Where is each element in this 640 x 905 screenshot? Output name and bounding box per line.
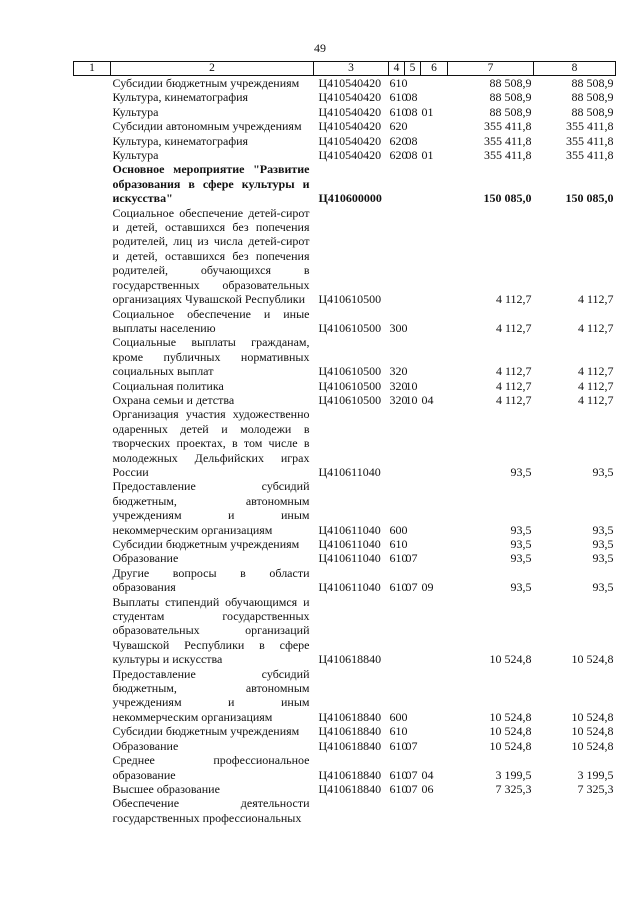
cell-col5 <box>405 796 421 825</box>
cell-col7: 4 112,7 <box>495 320 532 335</box>
cell-col8: 4 112,7 <box>577 364 614 379</box>
cell-col8: 88 508,9 <box>571 90 614 105</box>
cell-code: Ц410618840 <box>318 724 382 739</box>
cell-col6 <box>421 479 448 537</box>
table-body <box>74 76 616 826</box>
cell-col4: 610 <box>389 724 408 739</box>
cell-col8: 93,5 <box>592 537 614 551</box>
cell-col8: 3 199,5 <box>577 767 614 782</box>
cell-name: Другие вопросы в области образования <box>112 565 310 595</box>
cell-col1 <box>74 796 111 825</box>
cell-col1 <box>74 566 111 595</box>
cell-col4: 610 <box>389 104 408 119</box>
cell-name: Образование <box>112 551 179 566</box>
table-row <box>74 76 616 91</box>
cell-name: Среднее профессиональное образование <box>112 753 310 782</box>
column-header: 2 <box>111 62 314 76</box>
cell-name: Выплаты стипендий обучающимся и студентам государственных образовательных организаций Чувашской Республики в сфере культуры и искусства <box>112 594 310 667</box>
table-row <box>74 782 616 796</box>
cell-col4: 300 <box>389 320 408 335</box>
cell-col7: 88 508,9 <box>489 104 532 119</box>
table-row <box>74 335 616 378</box>
cell-col7: 88 508,9 <box>489 76 532 90</box>
cell-col6 <box>421 90 448 104</box>
cell-name: Образование <box>112 738 179 753</box>
cell-col4: 620 <box>389 133 408 148</box>
cell-col8: 88 508,9 <box>571 104 614 119</box>
table-row <box>74 537 616 551</box>
cell-col8 <box>534 796 616 825</box>
cell-col6: 04 <box>421 767 434 782</box>
cell-name: Культура, кинематография <box>112 133 249 148</box>
cell-col6: 01 <box>421 104 434 119</box>
cell-col1 <box>74 407 111 479</box>
cell-col8: 355 411,8 <box>565 148 614 163</box>
cell-col5: 07 <box>405 738 418 753</box>
cell-col5: 08 <box>405 148 418 163</box>
cell-code: Ц410611040 <box>318 551 381 566</box>
cell-col7: 3 199,5 <box>495 767 532 782</box>
cell-col6: 06 <box>421 781 434 796</box>
cell-code: Ц410610500 <box>318 292 382 307</box>
cell-code: Ц410618840 <box>318 781 382 796</box>
cell-code: Ц410610500 <box>318 378 382 393</box>
cell-col6 <box>421 739 448 753</box>
cell-col7: 150 085,0 <box>483 191 532 206</box>
cell-col7: 93,5 <box>510 580 532 595</box>
cell-col1 <box>74 105 111 119</box>
cell-col8: 150 085,0 <box>565 191 614 206</box>
cell-name: Субсидии бюджетным учреждениям <box>112 537 300 551</box>
cell-col7: 7 325,3 <box>495 781 532 796</box>
cell-col1 <box>74 537 111 551</box>
cell-name: Культура, кинематография <box>112 90 249 105</box>
column-header: 1 <box>74 62 111 76</box>
cell-col8: 93,5 <box>592 551 614 566</box>
cell-col5 <box>405 407 421 479</box>
cell-col4 <box>389 206 405 307</box>
cell-col8: 4 112,7 <box>577 320 614 335</box>
cell-col1 <box>74 753 111 782</box>
cell-code: Ц410610500 <box>318 364 382 379</box>
cell-col4: 610 <box>389 537 408 551</box>
table-row <box>74 134 616 148</box>
table-row <box>74 162 616 205</box>
cell-col6 <box>421 724 448 738</box>
cell-code: Ц410540420 <box>318 76 382 90</box>
cell-col6 <box>421 307 448 336</box>
cell-col8: 10 524,8 <box>571 709 614 724</box>
cell-code: Ц410610500 <box>318 392 382 407</box>
cell-col5: 08 <box>405 90 418 105</box>
cell-code: Ц410540420 <box>318 133 382 148</box>
header-row <box>74 62 616 76</box>
cell-col1 <box>74 551 111 565</box>
cell-col6: 09 <box>421 580 434 595</box>
cell-code: Ц410600000 <box>318 191 382 206</box>
cell-col4: 600 <box>389 709 408 724</box>
cell-col6 <box>421 134 448 148</box>
cell-code: Ц410611040 <box>318 464 381 479</box>
cell-col7: 4 112,7 <box>495 292 532 307</box>
cell-col7: 4 112,7 <box>495 364 532 379</box>
cell-col6 <box>421 595 448 667</box>
cell-name: Культура <box>112 148 159 163</box>
cell-col7: 4 112,7 <box>495 378 532 393</box>
cell-col7: 355 411,8 <box>483 119 532 134</box>
table-row <box>74 739 616 753</box>
cell-col8: 4 112,7 <box>577 392 614 407</box>
cell-col8: 355 411,8 <box>565 133 614 148</box>
table-row <box>74 796 616 825</box>
cell-col5: 08 <box>405 104 418 119</box>
cell-col7 <box>448 796 534 825</box>
cell-col4: 320 <box>389 364 408 379</box>
cell-col6: 04 <box>421 392 434 407</box>
column-header: 7 <box>448 62 534 76</box>
cell-col7: 355 411,8 <box>483 148 532 163</box>
cell-code: Ц410610500 <box>318 320 382 335</box>
cell-col1 <box>74 134 111 148</box>
cell-col7: 93,5 <box>510 551 532 566</box>
cell-name: Организация участия художественно одаренных детей и молодежи в творческих проектах, в том числе в молодежных Дельфийских играх России <box>112 407 310 479</box>
cell-col1 <box>74 393 111 407</box>
cell-col6: 01 <box>421 148 434 163</box>
cell-col1 <box>74 119 111 133</box>
cell-col4 <box>389 407 405 479</box>
table-row <box>74 148 616 162</box>
cell-col8: 4 112,7 <box>577 292 614 307</box>
cell-col5: 08 <box>405 133 418 148</box>
cell-col5: 10 <box>405 392 418 407</box>
table-row <box>74 105 616 119</box>
column-header: 3 <box>314 62 389 76</box>
cell-col7: 93,5 <box>510 522 532 537</box>
page-number: 49 <box>314 41 326 55</box>
cell-code: Ц410540420 <box>318 90 382 105</box>
cell-col8: 88 508,9 <box>571 76 614 90</box>
cell-name: Социальная политика <box>112 378 224 393</box>
cell-col6 <box>421 162 448 205</box>
cell-col7: 93,5 <box>510 537 532 551</box>
cell-col6 <box>421 796 448 825</box>
cell-col7: 10 524,8 <box>489 724 532 739</box>
cell-code: Ц410540420 <box>318 148 382 163</box>
cell-col4: 610 <box>389 767 408 782</box>
cell-col1 <box>74 667 111 725</box>
cell-code: Ц410618840 <box>318 709 382 724</box>
cell-col4: 610 <box>389 76 408 90</box>
table-row <box>74 206 616 307</box>
cell-col6 <box>421 206 448 307</box>
cell-col5 <box>405 206 421 307</box>
table-row <box>74 479 616 537</box>
table-row <box>74 307 616 336</box>
cell-col1 <box>74 148 111 162</box>
cell-col4 <box>389 162 405 205</box>
cell-col6 <box>421 667 448 725</box>
cell-col7: 88 508,9 <box>489 90 532 105</box>
cell-name: Субсидии автономным учреждениям <box>112 119 302 134</box>
budget-table <box>73 61 616 825</box>
cell-col7: 355 411,8 <box>483 133 532 148</box>
cell-col8: 93,5 <box>592 464 614 479</box>
column-header: 8 <box>534 62 616 76</box>
cell-col8: 4 112,7 <box>577 378 614 393</box>
cell-col4: 620 <box>389 119 408 134</box>
cell-code: Ц410611040 <box>318 537 381 551</box>
table-row <box>74 393 616 407</box>
cell-col6 <box>421 335 448 378</box>
table-row <box>74 566 616 595</box>
cell-col1 <box>74 162 111 205</box>
cell-name: Высшее образование <box>112 781 220 796</box>
table-row <box>74 379 616 393</box>
cell-col5: 07 <box>405 767 418 782</box>
table-row <box>74 753 616 782</box>
cell-col4 <box>389 595 405 667</box>
table-row <box>74 724 616 738</box>
cell-col1 <box>74 307 111 336</box>
cell-col7: 10 524,8 <box>489 738 532 753</box>
cell-col8: 93,5 <box>592 580 614 595</box>
cell-code <box>314 796 389 825</box>
cell-code: Ц410618840 <box>318 738 382 753</box>
cell-col4: 620 <box>389 148 408 163</box>
cell-col1 <box>74 76 111 91</box>
column-header: 6 <box>421 62 448 76</box>
cell-name: Субсидии бюджетным учреждениям <box>112 724 300 739</box>
cell-col6 <box>421 537 448 551</box>
column-header: 5 <box>405 62 421 76</box>
cell-name: Основное мероприятие "Развитие образования в сфере культуры и искусства" <box>112 162 310 206</box>
cell-col8: 7 325,3 <box>577 781 614 796</box>
cell-col1 <box>74 479 111 537</box>
cell-col8: 10 524,8 <box>571 724 614 739</box>
cell-col4: 610 <box>389 781 408 796</box>
cell-col1 <box>74 90 111 104</box>
cell-code: Ц410618840 <box>318 652 382 667</box>
table-row <box>74 407 616 479</box>
cell-col5 <box>405 595 421 667</box>
cell-col4: 610 <box>389 90 408 105</box>
table-row <box>74 595 616 667</box>
cell-name: Предоставление субсидий бюджетным, автономным учреждениям и иным некоммерческим организациям <box>112 666 310 724</box>
table-row <box>74 119 616 133</box>
cell-col6 <box>421 119 448 133</box>
cell-col1 <box>74 595 111 667</box>
cell-col6 <box>421 379 448 393</box>
cell-code: Ц410611040 <box>318 580 381 595</box>
cell-name: Культура <box>112 104 159 119</box>
cell-col4: 320 <box>389 378 408 393</box>
cell-name: Социальное обеспечение детей-сирот и детей, оставшихся без попечения родителей, лиц из числа детей-сирот и детей, оставшихся без попечения родителей, обучающихся в государственных образовательных организациях Чувашской Республики <box>112 205 310 307</box>
cell-code: Ц410618840 <box>318 767 382 782</box>
cell-name: Обеспечение деятельности государственных профессиональных <box>112 796 310 825</box>
cell-col1 <box>74 206 111 307</box>
cell-col4: 610 <box>389 551 408 566</box>
column-header: 4 <box>389 62 405 76</box>
cell-col5: 07 <box>405 551 418 566</box>
cell-col8: 93,5 <box>592 522 614 537</box>
cell-col5: 07 <box>405 580 418 595</box>
table-row <box>74 551 616 565</box>
cell-col4: 610 <box>389 738 408 753</box>
cell-name: Социальные выплаты гражданам, кроме публичных нормативных социальных выплат <box>112 335 310 379</box>
table-row <box>74 667 616 725</box>
cell-col6 <box>421 76 448 91</box>
cell-col1 <box>74 379 111 393</box>
cell-col7: 93,5 <box>510 464 532 479</box>
cell-col6 <box>421 407 448 479</box>
cell-col5: 10 <box>405 378 418 393</box>
cell-col1 <box>74 739 111 753</box>
cell-col8: 355 411,8 <box>565 119 614 134</box>
cell-col6 <box>421 551 448 565</box>
cell-name: Охрана семьи и детства <box>112 392 235 407</box>
cell-col8: 10 524,8 <box>571 652 614 667</box>
cell-col7: 10 524,8 <box>489 652 532 667</box>
cell-col5: 07 <box>405 781 418 796</box>
cell-col1 <box>74 782 111 796</box>
cell-name: Социальное обеспечение и иные выплаты населению <box>112 306 310 335</box>
cell-col4: 610 <box>389 580 408 595</box>
cell-col8: 10 524,8 <box>571 738 614 753</box>
cell-col7: 10 524,8 <box>489 709 532 724</box>
cell-col4: 600 <box>389 522 408 537</box>
cell-code: Ц410611040 <box>318 522 381 537</box>
cell-col7: 4 112,7 <box>495 392 532 407</box>
cell-code: Ц410540420 <box>318 119 382 134</box>
cell-code: Ц410540420 <box>318 104 382 119</box>
cell-col4 <box>389 796 405 825</box>
cell-col4: 320 <box>389 392 408 407</box>
cell-col1 <box>74 724 111 738</box>
cell-name: Предоставление субсидий бюджетным, автономным учреждениям и иным некоммерческим организациям <box>112 479 310 537</box>
cell-name: Субсидии бюджетным учреждениям <box>112 76 300 90</box>
cell-col1 <box>74 335 111 378</box>
cell-col5 <box>405 162 421 205</box>
table-row <box>74 90 616 104</box>
